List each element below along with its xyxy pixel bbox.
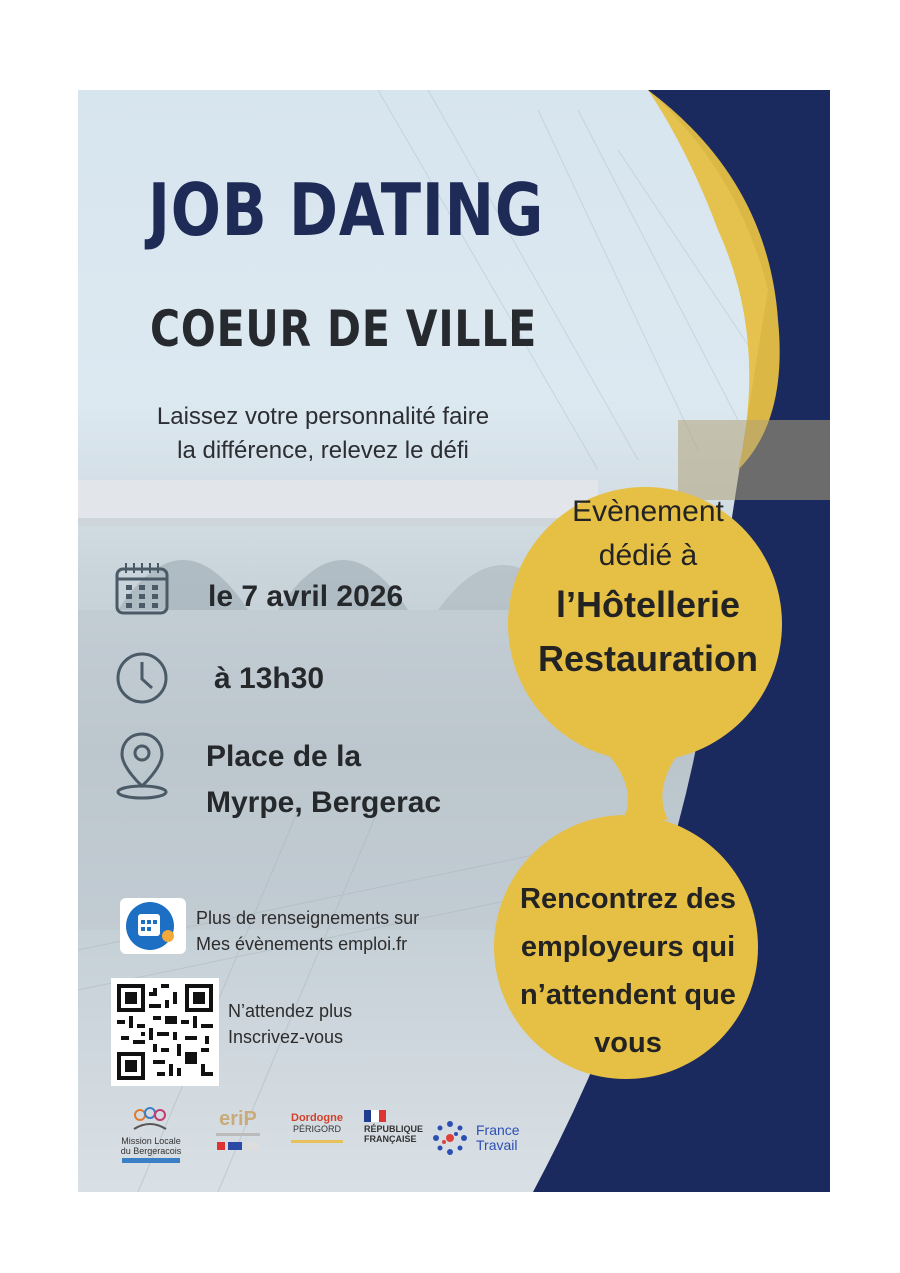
france-travail-line: Travail [476,1137,518,1153]
event-line: dédié à [598,539,698,572]
tagline [78,400,568,468]
erip-logo [208,1108,268,1150]
calendar-app-icon[interactable] [120,898,186,954]
qr-code[interactable] [111,978,219,1086]
event-line: l’Hôtellerie [555,584,741,625]
meet-line: employeurs qui [520,931,736,963]
info-line: Mes évènements emploi.fr [196,934,408,954]
event-line: Restauration [537,638,759,679]
tagline-line: Laissez votre personnalité faire [156,403,490,430]
location-pin-icon [114,730,170,802]
place-line: Place de la [206,740,362,773]
event-date: le 7 avril 2026 [208,580,404,613]
poster [78,90,830,1192]
dordogne-logo [281,1112,353,1143]
page-subtitle: COEUR DE VILLE [150,300,538,358]
mission-locale-line: du Bergeracois [120,1146,182,1156]
dordogne-line: Dordogne [291,1112,343,1124]
clock-icon [114,650,170,706]
register-line: Inscrivez-vous [228,1027,344,1047]
meet-circle-text [488,875,768,1067]
event-line: Evènement [572,495,724,528]
meet-line: Rencontrez des [520,883,736,915]
meet-line: n’attendent que [520,979,736,1011]
register-line: N’attendez plus [228,1001,353,1021]
france-travail-line: France [476,1122,520,1138]
register-text [228,998,352,1050]
republique-line: RÉPUBLIQUE [364,1124,424,1134]
meet-line: vous [594,1027,662,1059]
calendar-icon [114,561,170,615]
event-place [206,734,441,826]
republique-line: FRANÇAISE [364,1134,417,1144]
info-line: Plus de renseignements sur [196,908,420,928]
event-time: à 13h30 [214,662,325,695]
page-title: JOB DATING [148,168,545,252]
tagline-line: la différence, relevez le défi [177,437,469,464]
info-link[interactable] [196,905,419,957]
place-line: Myrpe, Bergerac [206,786,442,819]
republique-logo [364,1110,424,1144]
france-travail-icon [430,1118,470,1158]
dordogne-line: PÉRIGORD [292,1124,341,1134]
erip-text: eriP [219,1108,257,1130]
mission-locale-line: Mission Locale [121,1136,181,1146]
event-circle-text [508,490,788,686]
mission-locale-logo [116,1105,186,1163]
france-travail-logo [430,1118,540,1158]
